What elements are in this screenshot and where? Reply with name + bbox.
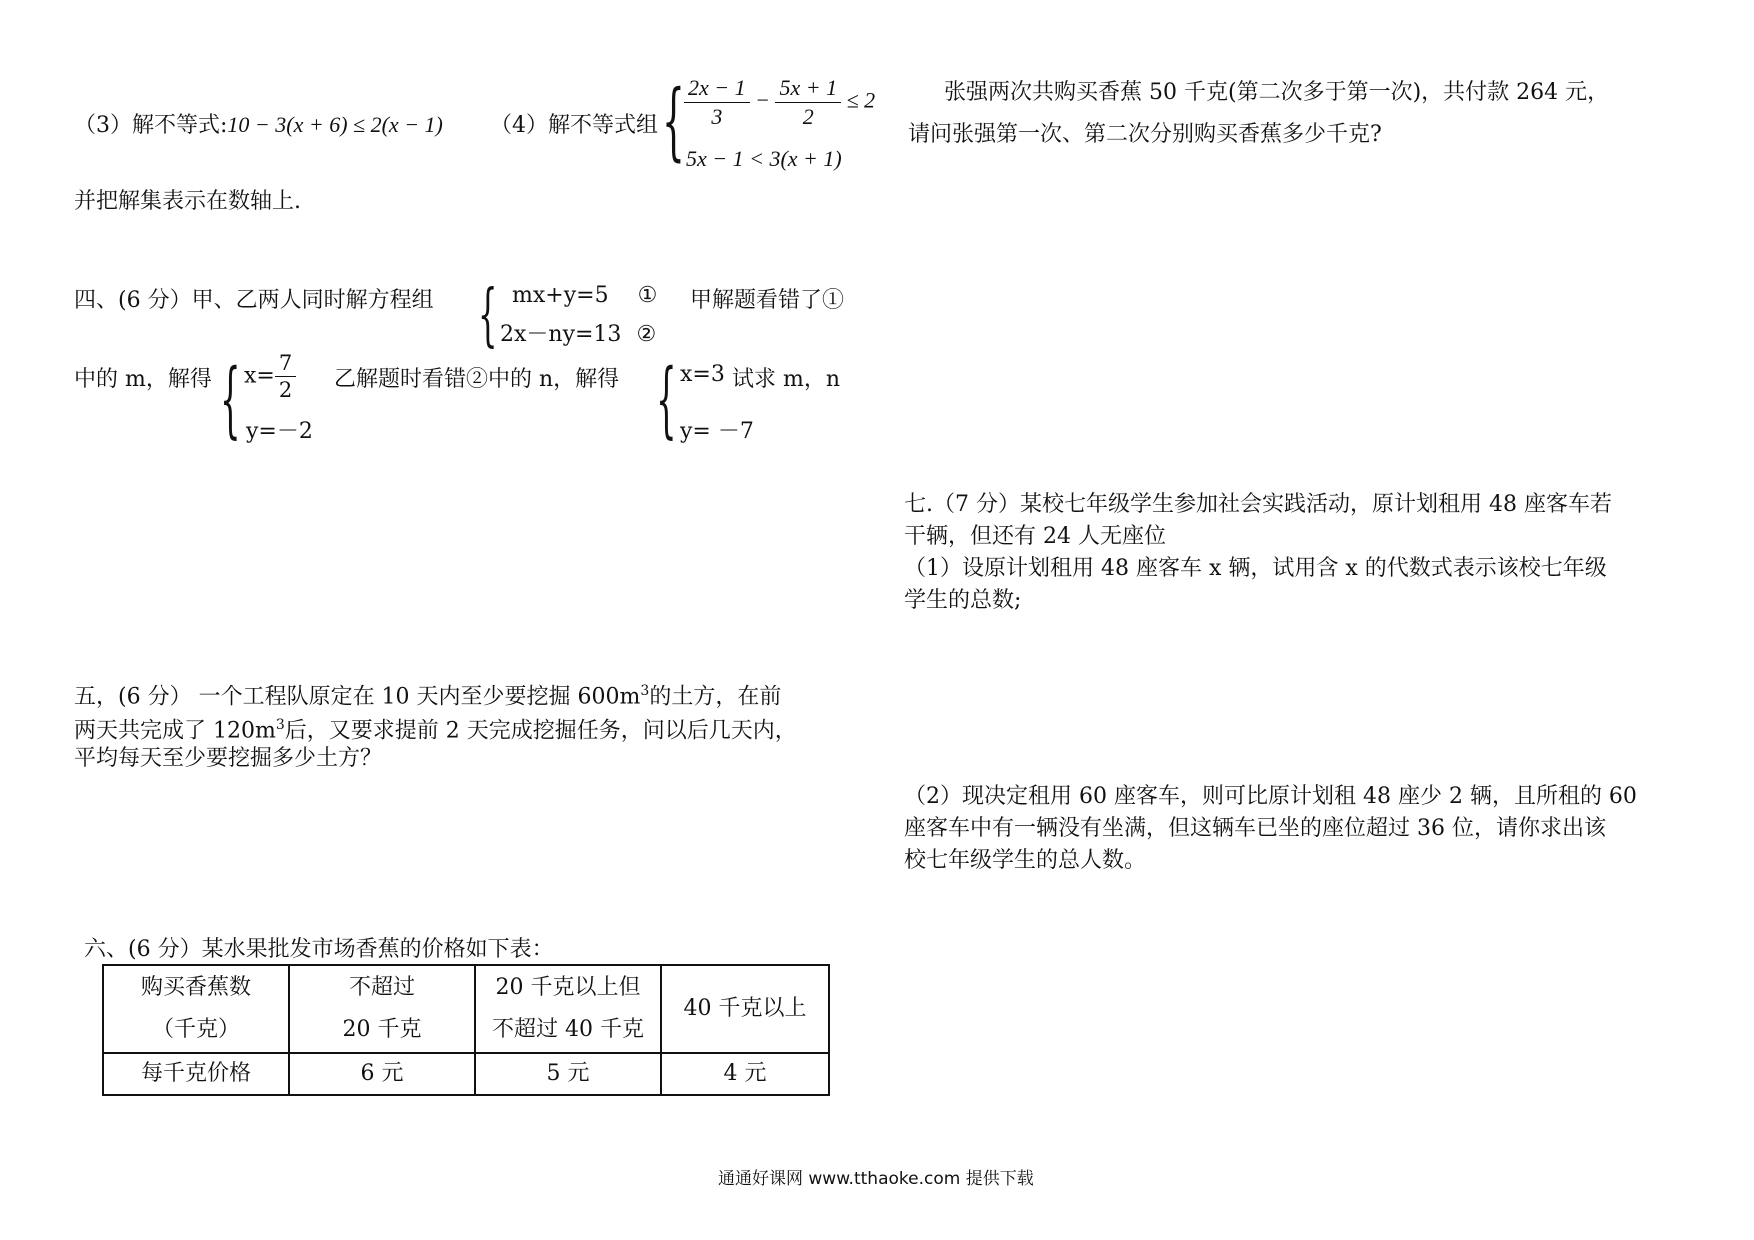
table-header-tier2-line1: 20 千克以上但 (495, 975, 641, 1000)
sec4-sol2-brace: { (656, 354, 677, 449)
sec5-line2-b: 后，又要求提前 2 天完成挖掘任务，问以后几天内， (284, 718, 797, 744)
sec4-eq1 (512, 283, 657, 308)
sec5-line3: 平均每天至少要挖掘多少土方？ (74, 746, 383, 771)
sec7-line3: （1）设原计划租用 48 座客车 x 辆，试用含 x 的代数式表示该校七年级 (904, 556, 1607, 581)
sec4-sol1-x (244, 350, 296, 403)
q3-prefix: （3）解不等式: (74, 113, 228, 138)
sec4-eq1-mark: ① (637, 283, 658, 308)
footer-source: 通通好课网 www.tthaoke.com 提供下载 (718, 1169, 1034, 1189)
number-line-note: 并把解集表示在数轴上. (74, 189, 301, 214)
sec4-text4: 乙解题时看错②中的 n，解得 (334, 367, 620, 392)
table-cell-price1: 6 元 (289, 1053, 475, 1095)
sec7-line5: （2）现决定租用 60 座客车，则可比原计划租 48 座少 2 辆，且所租的 60 (904, 784, 1637, 809)
sec5-line2-a: 两天共完成了 120m (74, 718, 276, 744)
sec6-cont-line2: 请问张强第一次、第二次分别购买香蕉多少千克? (908, 122, 1382, 147)
sec6-title: 六、(6 分）某水果批发市场香蕉的价格如下表： (84, 937, 554, 962)
q4-frac2-numerator: 5x + 1 (775, 74, 841, 103)
sec4-sol1-y: y=－2 (246, 419, 313, 444)
sec7-line2: 干辆，但还有 24 人无座位 (904, 524, 1166, 549)
sec7-line7: 校七年级学生的总人数。 (904, 848, 1147, 873)
table-cell-price2: 5 元 (475, 1053, 661, 1095)
sec4-intro: 四、(6 分）甲、乙两人同时解方程组 (74, 288, 434, 313)
q4-minus: − (755, 87, 770, 113)
sec7-line6: 座客车中有一辆没有坐满，但这辆车已坐的座位超过 36 位，请你求出该 (904, 816, 1606, 841)
sec5-line1-sup: 3 (640, 683, 650, 699)
sec4-text5: 试求 m，n (732, 367, 841, 392)
q4-fraction-2 (775, 74, 841, 131)
sec4-text2: 甲解题看错了① (690, 288, 845, 313)
sec5-line1-a: 五，(6 分） 一个工程队原定在 10 天内至少要挖掘 600m (74, 684, 641, 710)
q4-fraction-1 (684, 74, 750, 131)
sec6-cont-line1: 张强两次共购买香蕉 50 千克(第二次多于第一次)，共付款 264 元， (944, 80, 1610, 105)
sec4-eq2-text: 2x－ny=13 (500, 322, 622, 347)
table-row (103, 965, 829, 1053)
table-header-tier2 (475, 965, 661, 1053)
sec5-line2-sup: 3 (275, 717, 285, 733)
sec4-eq1-text: mx+y=5 (512, 283, 609, 308)
sec4-sol1-x-label: x= (244, 363, 275, 389)
sec7-line4: 学生的总数; (904, 588, 1022, 613)
sec4-system-brace: { (478, 276, 498, 356)
table-header-tier1-line1: 不超过 (348, 975, 415, 1000)
q4-first-inequality (684, 74, 875, 131)
q4-frac1-denominator: 3 (711, 104, 723, 129)
table-cell-price3: 4 元 (661, 1053, 829, 1095)
q4-brace: { (662, 74, 685, 171)
table-header-amount-line2: （千克） (151, 1017, 240, 1042)
table-header-tier1-line2: 20 千克 (342, 1017, 422, 1042)
sec4-eq2-mark: ② (636, 322, 657, 347)
sec5-line1-b: 的土方，在前 (649, 684, 782, 710)
sec4-sol2-y: y= －7 (680, 419, 754, 444)
q4-frac1-numerator: 2x − 1 (684, 74, 750, 103)
table-header-tier2-line2: 不超过 40 千克 (492, 1017, 644, 1042)
sec4-sol1-x-denominator: 2 (278, 378, 293, 402)
table-header-tier3: 40 千克以上 (661, 965, 829, 1053)
sec4-text3: 中的 m，解得 (74, 367, 212, 392)
table-header-amount-line1: 购买香蕉数 (140, 975, 251, 1000)
sec4-eq2 (500, 317, 656, 348)
q4-prefix: （4）解不等式组 (490, 113, 658, 138)
q3-expression: 10 − 3(x + 6) ≤ 2(x − 1) (227, 112, 443, 137)
sec4-sol1-brace: { (220, 354, 241, 449)
sec4-sol1-x-numerator: 7 (275, 350, 296, 377)
sec7-line1: 七.（7 分）某校七年级学生参加社会实践活动，原计划租用 48 座客车若 (904, 492, 1612, 517)
table-header-tier1 (289, 965, 475, 1053)
q4-frac2-denominator: 2 (802, 104, 814, 129)
table-row (103, 1053, 829, 1095)
q4-le-2: ≤ 2 (846, 87, 876, 113)
q4-second-inequality: 5x − 1 < 3(x + 1) (686, 146, 842, 171)
table-header-amount (103, 965, 289, 1053)
q3-inequality (74, 108, 443, 139)
table-row-label: 每千克价格 (103, 1053, 289, 1095)
sec4-sol2-x: x=3 (680, 362, 725, 387)
sec4-sol1-x-fraction (275, 350, 296, 403)
price-table (102, 964, 830, 1096)
